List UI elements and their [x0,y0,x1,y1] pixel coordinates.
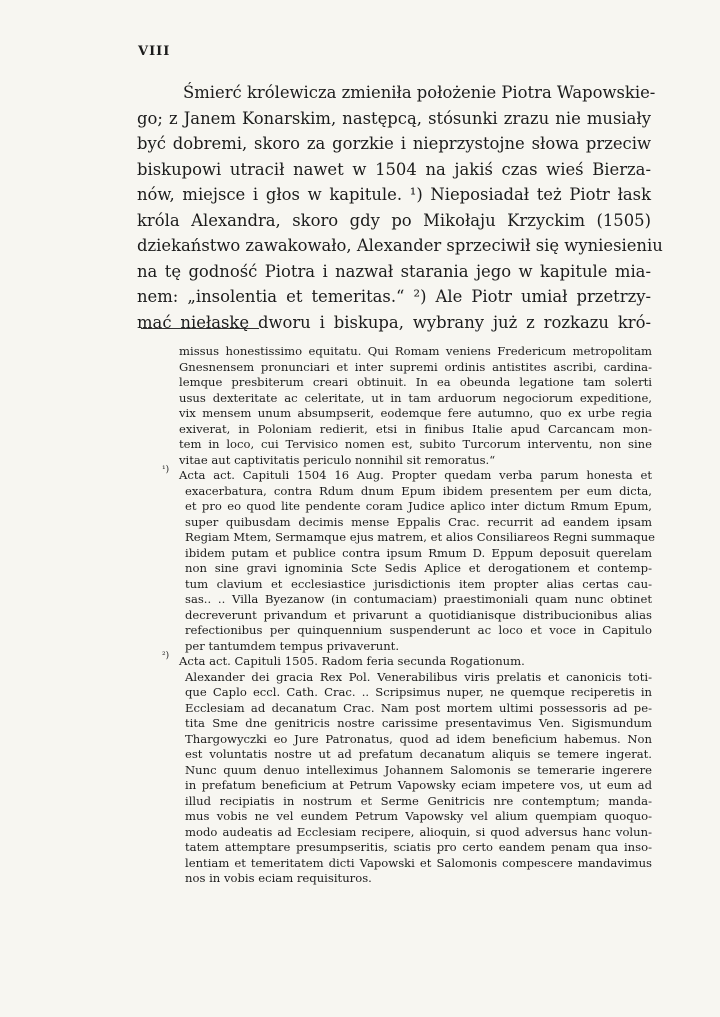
footnote-2 [152,651,652,887]
footnote-line: missus honestissimo equitatu. Qui Romam veniens Fredericum metropolitam [179,344,652,358]
footnote-line: vix mensem unum absumpserit, eodemque fere autumno, quo ex urbe regia [179,406,652,420]
footnote-marker: ²) [162,651,170,661]
main-text-line: na tę godność Piotra i nazwał starania jego w kapitule mia- [137,261,651,281]
main-text-line: mać niełaskę dworu i biskupa, wybrany już z rozkazu kró- [137,312,651,332]
footnotes [152,344,656,887]
footnote-line: Acta act. Capituli 1505. Radom feria secunda Rogationum. [179,654,525,668]
footnote-line: illud recipiatis in nostrum et Serme Genitricis nre contemptum; manda- [185,793,652,808]
main-text-line: nów, miejsce i głos w kapitule. ¹) Nieposiadał też Piotr łask [137,185,651,204]
page-number: VIII [138,44,171,59]
footnote-line: tatem attemptare presumpseritis, sciatis pro certo eandem penam qua inso- [185,840,652,854]
footnote-1 [152,465,656,654]
footnote-line: exacerbatura, contra Rdum dnum Epum ibidem presentem per eum dicta, [185,483,652,498]
footnote-line: ibidem putam et publice contra ipsum Rmum D. Eppum deposuit querelam [185,545,652,560]
footnote-line: Nunc quum denuo intelleximus Johannem Salomonis se temerarie ingerere [185,762,652,777]
footnote-line: mus vobis ne vel eundem Petrum Vapowsky vel alium quempiam quoquo- [185,809,652,823]
footnote-line: usus dexteritate ac celeritate, ut in tam arduorum negociorum expeditione, [179,390,652,405]
footnote-line: sas.. .. Villa Byezanow (in contumaciam) praestimoniali quam nunc obtinet [185,592,652,606]
footnote-line: non sine gravi ignominia Scte Sedis Aplice et derogationem et contemp- [185,561,652,575]
main-text-line: być dobremi, skoro za gorzkie i nieprzystojne słowa przeciw [137,134,651,153]
footnote-line: Alexander dei gracia Rex Pol. Venerabilibus viris prelatis et canonicis toti- [185,669,652,684]
footnote-separator-rule [141,328,259,329]
footnote-line: super quibusdam decimis mense Eppalis Crac. recurrit ad eandem ipsam [185,514,652,529]
main-text-line: biskupowi utracił nawet w 1504 na jakiś czas wieś Bierza- [137,159,651,179]
footnote-line: refectionibus per quinquennium suspenderunt ac loco et voce in Capitulo [185,623,652,637]
main-text-line: króla Alexandra, skoro gdy po Mikołaju Krzyckim (1505) [137,210,651,230]
footnote-line: Regiam Mtem, Sermamque ejus matrem, et alios Consiliareos Regni summaque [185,530,656,544]
footnote-line: tem in loco, cui Tervisico nomen est, subito Turcorum interventu, non sine [179,437,652,451]
main-text [137,80,663,335]
footnote-line: Thargowyczki eo Jure Patronatus, quod ad idem beneficium habemus. Non [185,731,652,746]
footnote-line: modo audeatis ad Ecclesiam recipere, alioquin, si quod adversus hanc volun- [185,824,652,839]
main-text-line: go; z Janem Konarskim, następcą, stósunki zrazu nie musiały [137,108,651,128]
footnote-line: Gnesnensem pronunciari et inter supremi ordinis antistites ascribi, cardina- [179,359,652,374]
footnote-line: Ecclesiam ad decanatum Crac. Nam post mortem ultimi possessoris ad pe- [185,700,652,715]
footnote-line: tum clavium et ecclesiastice jurisdictionis item propter alias certas cau- [185,576,652,591]
footnote-line: Acta act. Capituli 1504 16 Aug. Propter quedam verba parum honesta et [179,468,652,482]
footnote-continuation [152,344,652,468]
footnote-marker: ¹) [162,465,170,475]
main-text-line: nem: „insolentia et temeritas.“ ²) Ale Piotr umiał przetrzy- [137,287,651,306]
footnote-line: que Caplo eccl. Cath. Crac. .. Scripsimus nuper, ne quemque reciperetis in [185,685,652,699]
footnote-line: tita Sme dne genitricis nostre carissime presentavimus Ven. Sigismundum [185,716,652,730]
footnote-line: est voluntatis nostre ut ad prefatum decanatum aliquis se temere ingerat. [185,747,652,761]
footnote-line: lemque presbiterum creari obtinuit. In ea obeunda legatione tam solerti [179,375,652,389]
footnote-line: in prefatum beneficium at Petrum Vapowsky eciam impetere vos, ut eum ad [185,778,652,792]
footnote-line: nos in vobis eciam requisituros. [185,871,372,885]
main-text-line: Śmierć królewicza zmieniła położenie Piotra Wapowskie- [183,83,656,102]
main-text-line: dziekaństwo zawakowało, Alexander sprzeciwił się wyniesieniu [137,236,663,255]
footnote-line: et pro eo quod lite pendente coram Judice aplico inter dictum Rmum Epum, [185,499,652,513]
footnote-line: exiverat, in Poloniam redierit, etsi in finibus Italie apud Carcancam mon- [179,421,652,436]
footnote-line: decreverunt privandum et privarunt a quotidianisque distribucionibus alias [185,607,652,622]
footnote-line: lentiam et temeritatem dicti Vapowski et Salomonis compescere mandavimus [185,855,652,870]
footnote-line: vitae aut captivitatis periculo nonnihil sit remoratus.“ [179,452,496,467]
footnote-line: per tantumdem tempus privaverunt. [185,638,400,653]
